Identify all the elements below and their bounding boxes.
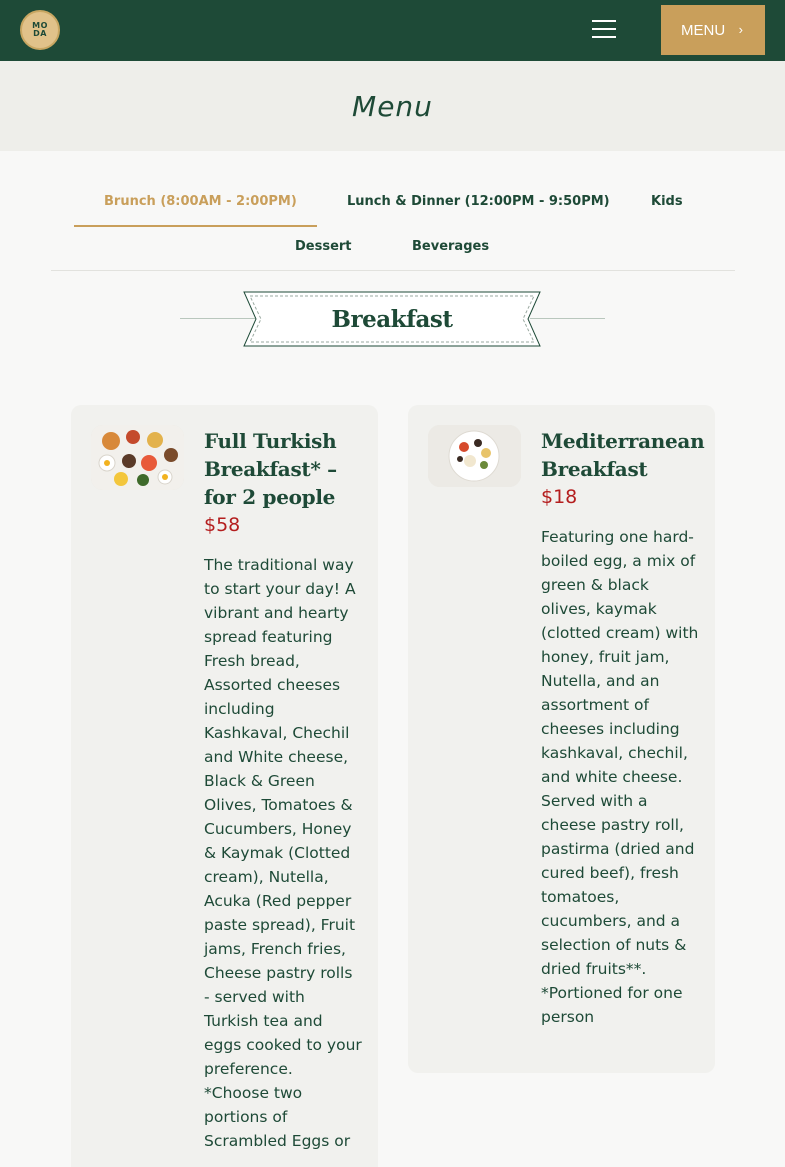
menu-category-tabs <box>51 180 735 271</box>
item-name: Full Turkish Breakfast* – for 2 people <box>204 429 337 509</box>
hamburger-menu-icon[interactable] <box>592 20 616 40</box>
active-tab-indicator <box>74 225 317 227</box>
logo-text-bottom: DA <box>33 29 47 38</box>
section-title-breakfast: Breakfast <box>331 305 453 333</box>
item-description: The traditional way to start your day! A vibrant and hearty spread featuring Fresh bread, Assorted cheeses including Kashkaval, Chechil and White cheese, Black & Green Olives, Tomatoes & Cucumbers, Honey & Kaymak (Clotted cream), Nutella, Acuka (Red pepper paste spread), Fruit jams, French fries, Cheese pastry rolls - served with Turkish tea and eggs cooked to your preference. *Choose two portions of Scrambled Eggs or <box>204 556 362 1150</box>
food-photo <box>91 425 184 490</box>
chevron-right-icon: › <box>738 22 743 37</box>
menu-button-label: MENU <box>681 21 726 39</box>
tab-dessert[interactable]: Dessert <box>295 239 352 254</box>
item-description: Featuring one hard-boiled egg, a mix of green & black olives, kaymak (clotted cream) with honey, fruit jam, Nutella, and an assortment of cheeses including kashkaval, chechil, and white cheese. Served with a cheese pastry roll, pastirma (dried and cured beef), fresh tomatoes, cucumbers, and a selection of nuts & dried fruits**. *Portioned for one person <box>541 528 699 1026</box>
moda-logo[interactable] <box>20 10 60 50</box>
tab-kids[interactable]: Kids <box>651 194 683 209</box>
food-photo <box>428 425 521 487</box>
menu-item-card[interactable] <box>71 405 378 1167</box>
tab-brunch[interactable]: Brunch (8:00AM - 2:00PM) <box>104 194 297 209</box>
tab-beverages[interactable]: Beverages <box>412 239 490 254</box>
item-name: Mediterranean Breakfast <box>541 429 705 481</box>
menu-item-card[interactable] <box>408 405 715 1073</box>
section-heading <box>180 291 605 347</box>
logo-text-top: MO <box>32 21 48 30</box>
item-price: $18 <box>541 486 578 508</box>
page-title: Menu <box>352 89 433 123</box>
tab-lunch-dinner[interactable]: Lunch & Dinner (12:00PM - 9:50PM) <box>347 194 610 209</box>
menu-button[interactable] <box>661 5 765 55</box>
top-navigation-bar <box>0 0 785 61</box>
page-hero <box>0 61 785 151</box>
item-price: $58 <box>204 514 241 536</box>
